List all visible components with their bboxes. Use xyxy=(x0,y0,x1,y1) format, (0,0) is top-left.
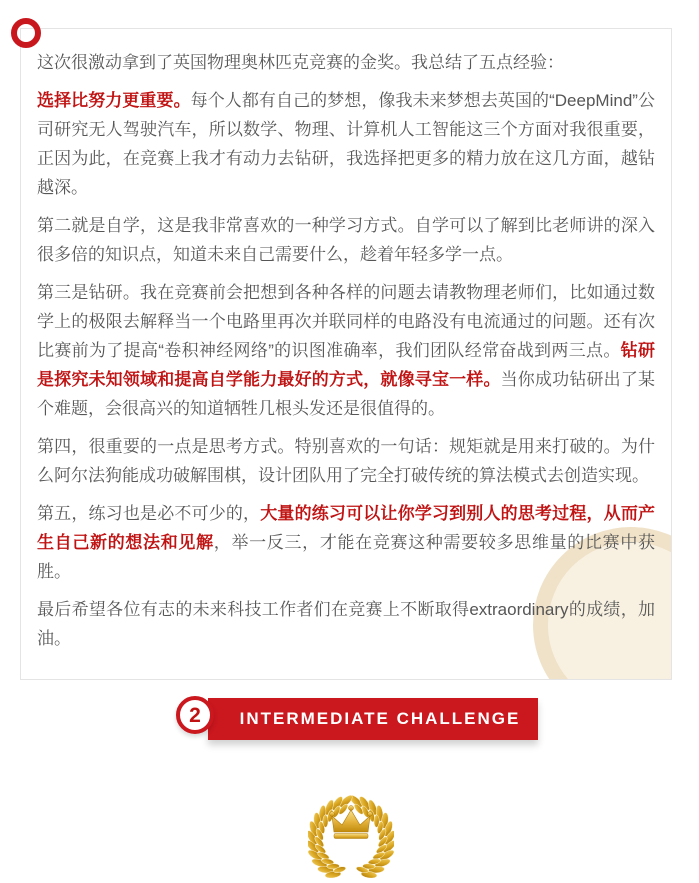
challenge-number-badge xyxy=(176,696,214,734)
article-paragraph xyxy=(37,86,655,202)
article-paragraph xyxy=(37,211,655,269)
highlight-segment: 选择比努力更重要。 xyxy=(37,91,191,110)
text-segment: 这次很激动拿到了英国物理奥林匹克竞赛的金奖。我总结了五点经验： xyxy=(37,53,564,72)
article-card xyxy=(20,28,672,680)
text-segment: ，举一反三，才能在竞赛这种需要较多思维量的比赛中获胜。 xyxy=(37,533,655,581)
red-ring-icon xyxy=(11,18,41,48)
laurel-wreath-icon xyxy=(308,786,394,878)
text-segment: 第五，练习也是必不可少的， xyxy=(37,504,261,523)
article-content xyxy=(21,29,671,679)
article-paragraph xyxy=(37,499,655,586)
text-segment: 当你成功钻研出了某个难题，会很高兴的知道牺牲几根头发还是很值得的。 xyxy=(37,370,656,418)
text-segment: 每个人都有自己的梦想，像我未来梦想去英国的“DeepMind”公司研究无人驾驶汽车，所以数学、物理、计算机人工智能这三个方面对我很重要，正因为此，在竞赛上我才有动力去钻研，我选择把更多的精力放在这几方面，越钻越深。 xyxy=(37,91,656,197)
text-segment: 第四，很重要的一点是思考方式。特别喜欢的一句话：规矩就是用来打破的。为什么阿尔法狗能成功破解围棋，设计团队用了完全打破传统的算法模式去创造实现。 xyxy=(37,437,655,485)
article-paragraph xyxy=(37,48,655,77)
text-segment: 最后希望各位有志的未来科技工作者们在竞赛上不断取得extraordinary的成绩，加油。 xyxy=(37,600,655,648)
article-paragraph xyxy=(37,595,655,653)
challenge-number: 2 xyxy=(189,703,201,727)
challenge-banner-label: INTERMEDIATE CHALLENGE xyxy=(239,709,521,728)
highlight-segment: 钻研是探究未知领域和提高自学能力最好的方式，就像寻宝一样。 xyxy=(37,341,655,389)
challenge-banner xyxy=(189,698,538,740)
text-segment: 第二就是自学，这是我非常喜欢的一种学习方式。自学可以了解到比老师讲的深入很多倍的知识点，知道未来自己需要什么，趁着年轻多学一点。 xyxy=(37,216,655,264)
text-segment: 第三是钻研。我在竞赛前会把想到各种各样的问题去请教物理老师们，比如通过数学上的极限去解释当一个电路里再次并联同样的电路没有电流通过的问题。还有次比赛前为了提高“卷积神经网络”的识图准确率，我们团队经常奋战到两三点。 xyxy=(37,283,655,360)
highlight-segment: 大量的练习可以让你学习到别人的思考过程，从而产生自己新的想法和见解 xyxy=(37,504,656,552)
article-paragraph xyxy=(37,278,655,423)
article-paragraph xyxy=(37,432,655,490)
laurel-crown-emblem xyxy=(308,786,394,878)
